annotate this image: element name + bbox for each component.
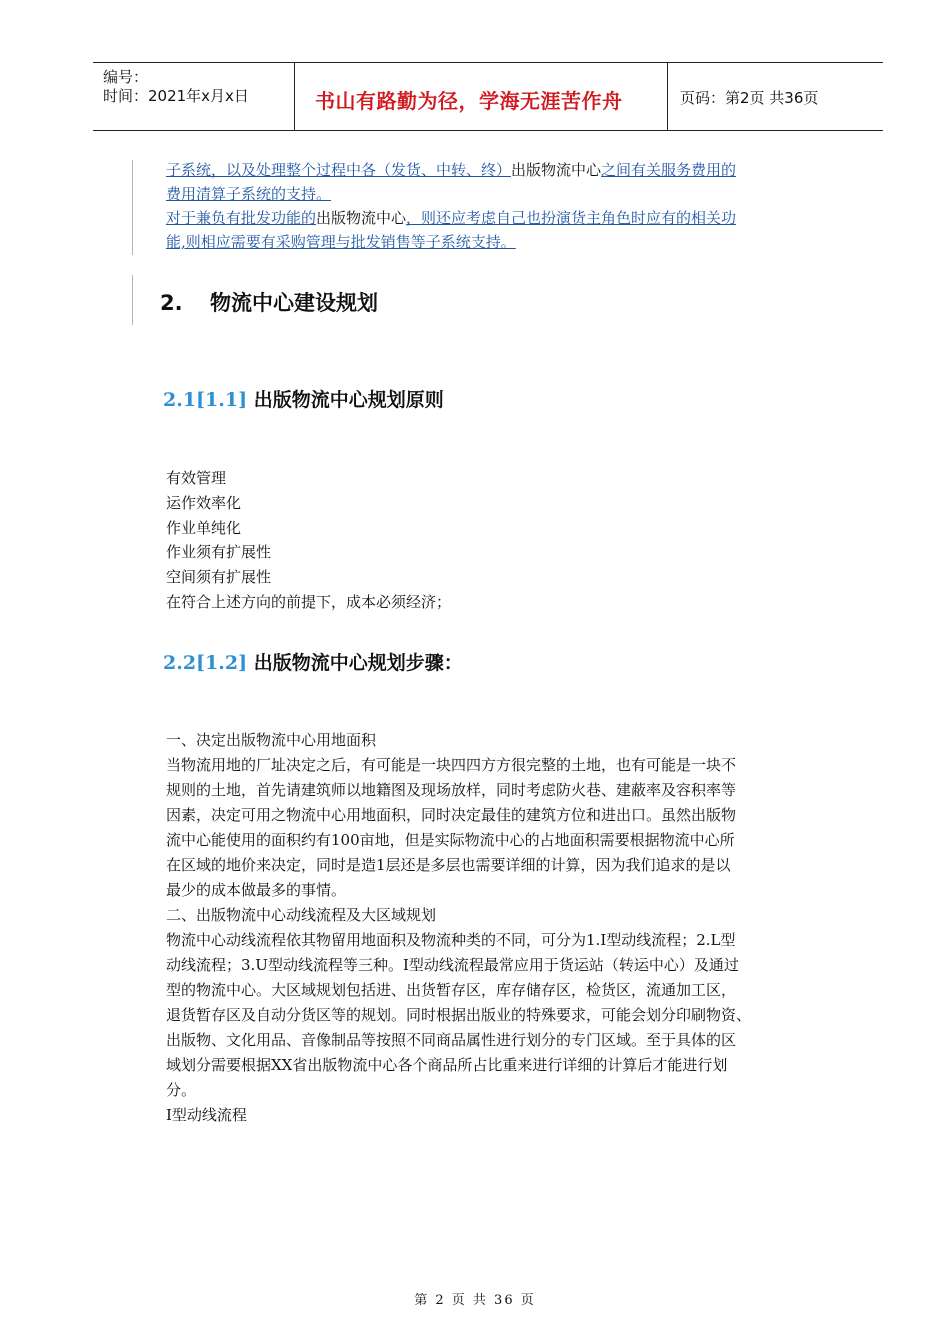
list-item: 在符合上述方向的前提下，成本必须经济；: [166, 592, 452, 611]
header-info-cell: [93, 63, 295, 130]
paragraph-line: 动线流程；3.U型动线流程等三种。I型动线流程最常应用于货运站（转运中心）及通过: [166, 956, 739, 974]
body-text: [166, 728, 814, 1128]
list-item: 有效管理: [166, 469, 227, 487]
original-text: 出版物流中心: [511, 161, 602, 179]
paragraph-line: 在区域的地价来决定，同时是造1层还是多层也需要详细的计算，因为我们追求的是以: [166, 856, 731, 874]
subsection-heading-2: [163, 648, 463, 675]
header-page-info: 页码：第2页 共36页: [680, 89, 819, 107]
document-number-label: 编号：: [103, 68, 149, 86]
paragraph-line: 二、出版物流中心动线流程及大区域规划: [166, 906, 437, 924]
page-header: [93, 62, 883, 131]
subsection-title: 出版物流中心规划原则: [253, 389, 444, 411]
subsection-heading-1: [163, 385, 444, 412]
principles-list: [166, 466, 451, 615]
section-title: 物流中心建设规划: [210, 291, 378, 315]
subsection-title: 出版物流中心规划步骤：: [253, 652, 463, 674]
paragraph-line: 当物流用地的厂址决定之后，有可能是一块四四方方很完整的土地，也有可能是一块不: [166, 756, 737, 774]
inserted-text: ，则还应考虑自己也扮演货主角色时应有的相关功: [406, 209, 737, 227]
list-item: 作业单纯化: [166, 518, 242, 537]
paragraph-line: 出版物、文化用品、音像制品等按照不同商品属性进行划分的专门区域。至于具体的区: [166, 1031, 737, 1049]
paragraph-line: 因素，决定可用之物流中心用地面积，同时决定最佳的建筑方位和进出口。虽然出版物: [166, 806, 737, 824]
page-footer: 第 2 页 共 36 页: [414, 1293, 536, 1308]
paragraph-line: 规则的土地，首先请建筑师以地籍图及现场放样，同时考虑防火巷、建蔽率及容积率等: [166, 781, 737, 799]
paragraph-line: 物流中心动线流程依其物留用地面积及物流种类的不同，可分为1.I型动线流程；2.L型: [166, 931, 736, 949]
paragraph-line: I型动线流程: [166, 1106, 247, 1124]
paragraph-line: 分。: [166, 1081, 197, 1099]
paragraph-line: 一、决定出版物流中心用地面积: [166, 731, 377, 749]
list-item: 空间须有扩展性: [166, 568, 272, 587]
paragraph-line: 型的物流中心。大区域规划包括进、出货暂存区，库存储存区，检货区，流通加工区，: [166, 981, 737, 999]
inserted-text: 之间有关服务费用的: [601, 161, 737, 179]
paragraph-line: 域划分需要根据XX省出版物流中心各个商品所占比重来进行详细的计算后才能进行划: [166, 1056, 728, 1074]
header-motto-cell: [295, 63, 668, 130]
inserted-text: 费用清算子系统的支持。: [166, 185, 332, 203]
section-number: 2.: [160, 291, 183, 315]
revision-bar: [132, 160, 133, 255]
inserted-text: 对于兼负有批发功能的: [166, 209, 317, 227]
original-text: 出版物流中心: [316, 209, 407, 227]
subsection-number: 2.1[1.1]: [163, 389, 248, 411]
list-item: 作业须有扩展性: [166, 543, 272, 562]
inserted-text: 子系统，以及处理整个过程中各（发货、中转、终）: [166, 161, 512, 179]
header-motto: 书山有路勤为径，学海无涯苦作舟: [315, 89, 623, 113]
revision-bar: [132, 275, 133, 325]
section-heading: [160, 287, 378, 317]
list-item: 运作效率化: [166, 493, 242, 512]
inserted-text: 能,则相应需要有采购管理与批发销售等子系统支持。: [166, 233, 516, 251]
subsection-number: 2.2[1.2]: [163, 652, 248, 674]
paragraph-line: 流中心能使用的面积约有100亩地，但是实际物流中心的占地面积需要根据物流中心所: [166, 831, 735, 849]
header-page-cell: [668, 63, 883, 130]
document-time-label: 时间：2021年x月x日: [103, 87, 249, 105]
tracked-change-paragraph: [166, 158, 816, 254]
paragraph-line: 最少的成本做最多的事情。: [166, 881, 347, 899]
paragraph-line: 退货暂存区及自动分货区等的规划。同时根据出版业的特殊要求，可能会划分印刷物资、: [166, 1006, 752, 1024]
